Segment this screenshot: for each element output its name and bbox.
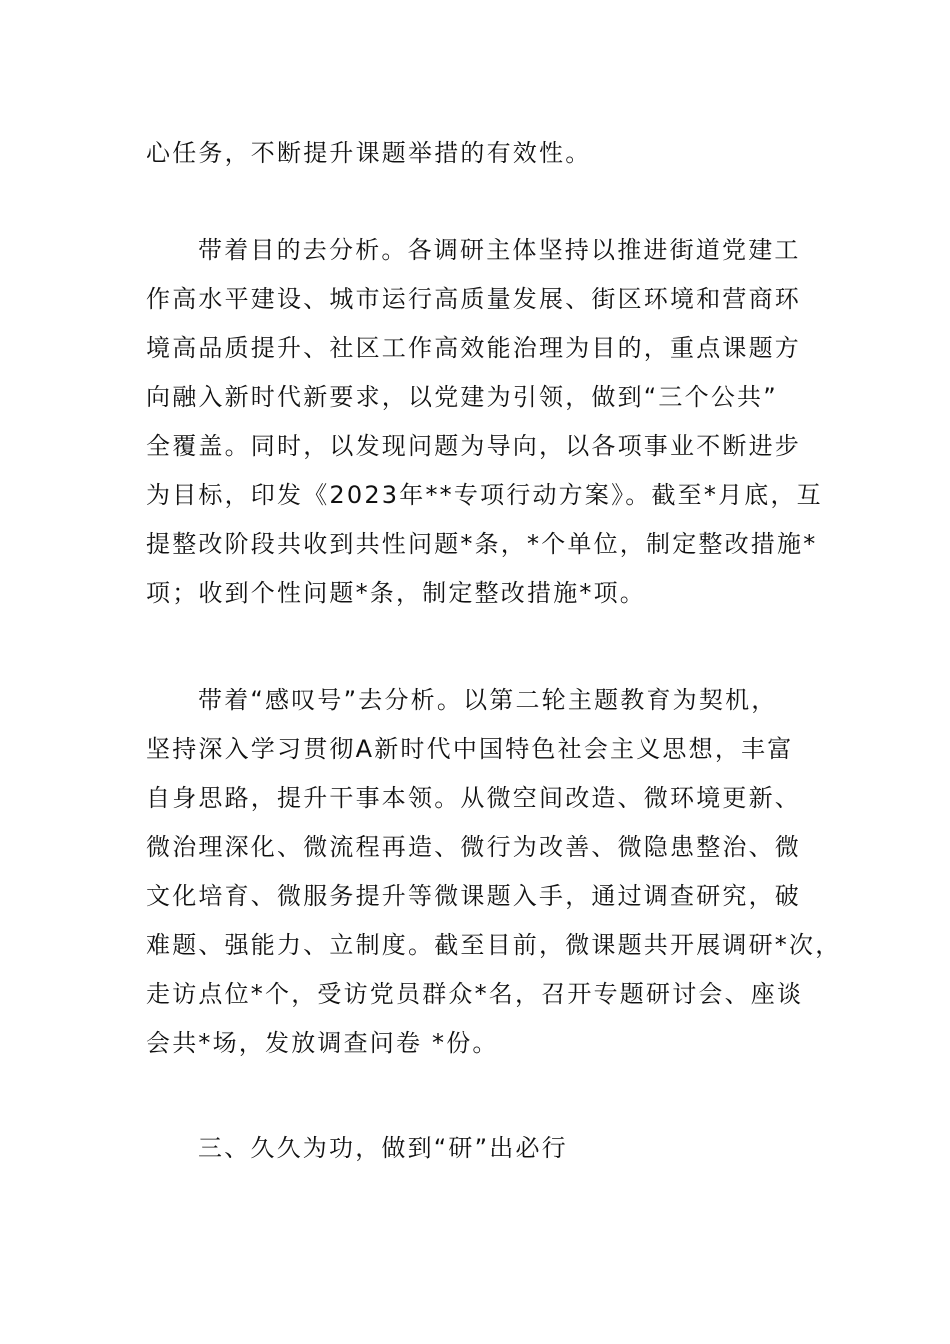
paragraph-line: 项；收到个性问题*条，制定整改措施*项。 bbox=[146, 579, 646, 607]
paragraph-line: 难题、强能力、立制度。截至目前，微课题共开展调研*次， bbox=[146, 931, 842, 959]
paragraph-line: 心任务，不断提升课题举措的有效性。 bbox=[146, 139, 592, 167]
paragraph-line: 走访点位*个，受访党员群众*名，召开专题研讨会、座谈 bbox=[146, 980, 804, 1008]
section-heading: 三、久久为功，做到“研”出必行 bbox=[198, 1134, 568, 1162]
paragraph-line: 自身思路，提升干事本领。从微空间改造、微环境更新、 bbox=[146, 784, 801, 812]
paragraph-line: 会共*场，发放调查问卷 *份。 bbox=[146, 1029, 499, 1057]
paragraph-line: 文化培育、微服务提升等微课题入手，通过调查研究，破 bbox=[146, 882, 801, 910]
paragraph-line: 全覆盖。同时，以发现问题为导向，以各项事业不断进步 bbox=[146, 432, 801, 460]
paragraph-line: 提整改阶段共收到共性问题*条，*个单位，制定整改措施* bbox=[146, 530, 818, 558]
paragraph-line: 作高水平建设、城市运行高质量发展、街区环境和营商环 bbox=[146, 285, 801, 313]
paragraph-line: 带着“感叹号”去分析。以第二轮主题教育为契机， bbox=[198, 686, 778, 714]
paragraph-line: 境高品质提升、社区工作高效能治理为目的，重点课题方 bbox=[146, 334, 801, 362]
paragraph-line: 向融入新时代新要求，以党建为引领，做到“三个公共” bbox=[146, 383, 778, 411]
paragraph-line: 为目标，印发《2023年**专项行动方案》。截至*月底，互 bbox=[146, 481, 823, 509]
paragraph-line: 坚持深入学习贯彻A新时代中国特色社会主义思想，丰富 bbox=[146, 735, 794, 763]
paragraph-line: 微治理深化、微流程再造、微行为改善、微隐患整治、微 bbox=[146, 833, 801, 861]
paragraph-line: 带着目的去分析。各调研主体坚持以推进街道党建工 bbox=[198, 236, 801, 264]
